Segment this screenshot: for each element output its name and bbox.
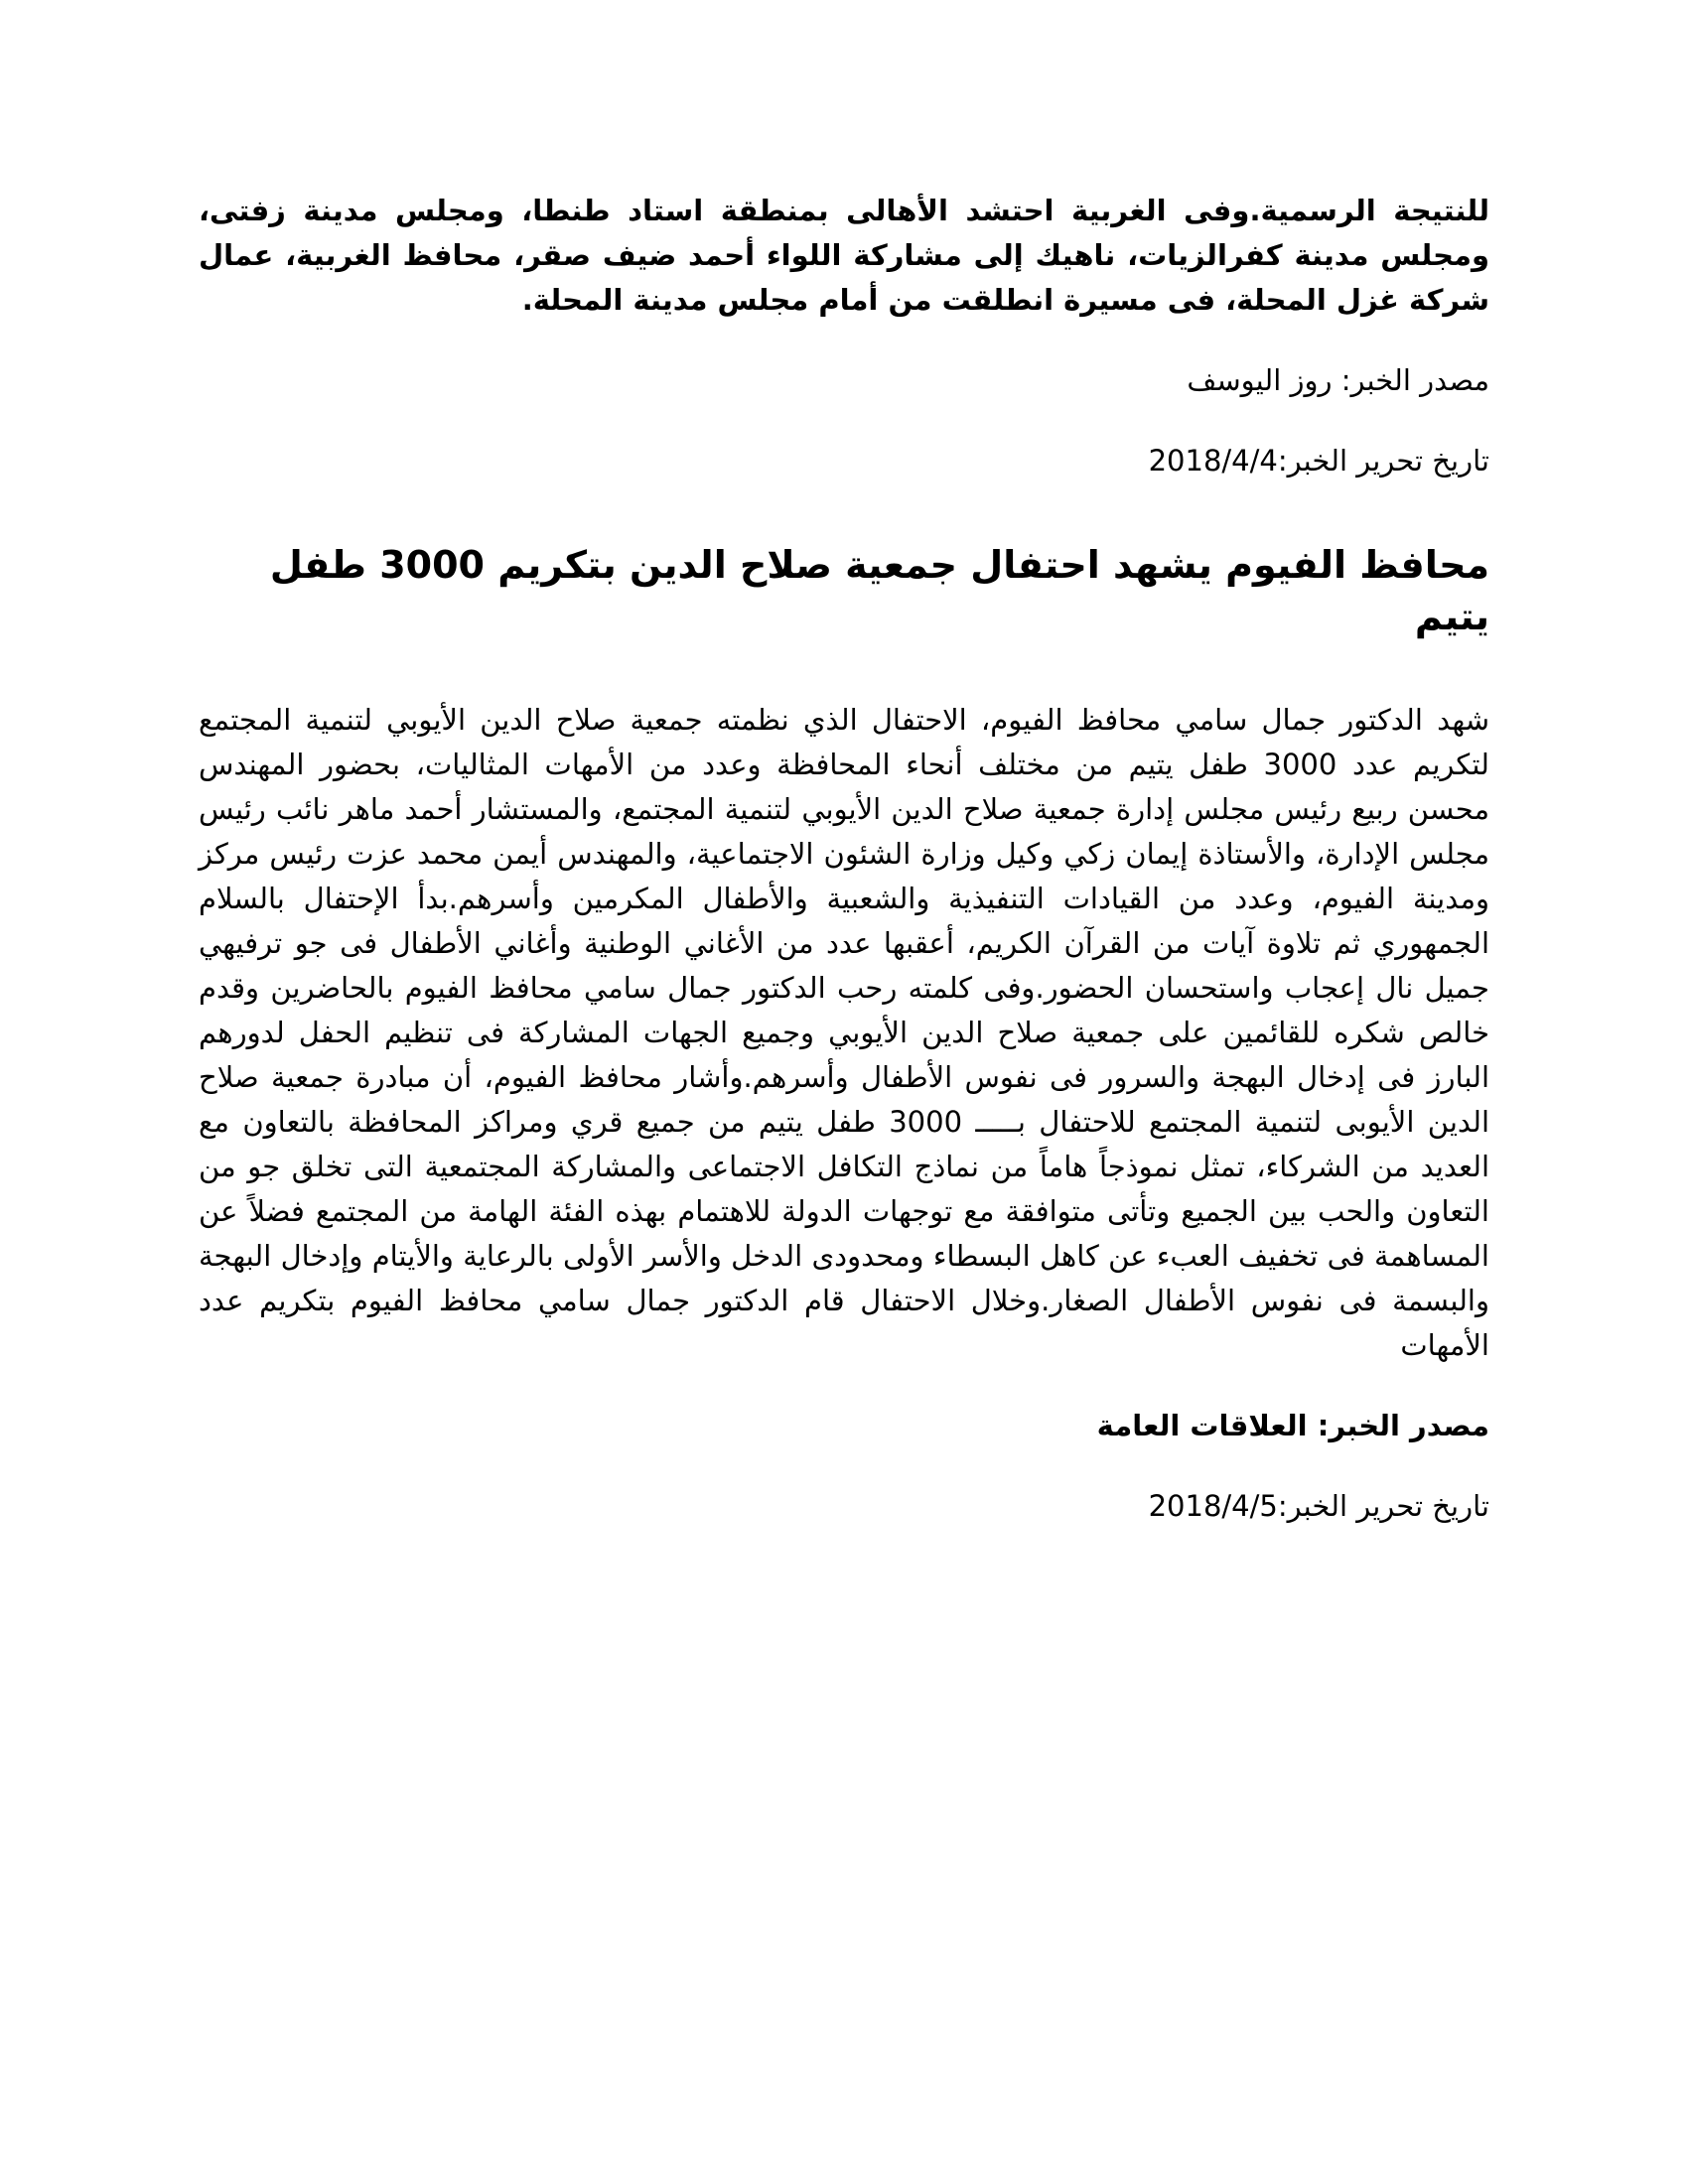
article-2-date-label: تاريخ تحرير الخبر: bbox=[1277, 1489, 1489, 1523]
article-1-source: مصدر الخبر: روز اليوسف bbox=[1187, 363, 1489, 397]
article-2-source: مصدر الخبر: العلاقات العامة bbox=[1096, 1409, 1489, 1442]
article-1-tail-paragraph: للنتيجة الرسمية.وفى الغربية احتشد الأهالى بمنطقة استاد طنطا، ومجلس مدينة زفتى، ومجلس مدينة كفرالزيات، ناهيك إلى مشاركة اللواء أحمد ضيف صقر، محافظ الغربية، عمال شركة غزل المحلة، فى مسيرة انطلقت من أمام مجلس مدينة المحلة. bbox=[199, 194, 1489, 317]
article-2-headline: محافظ الفيوم يشهد احتفال جمعية صلاح الدين بتكريم 3000 طفل يتيم bbox=[269, 543, 1489, 638]
article-1-date-label: تاريخ تحرير الخبر: bbox=[1277, 444, 1489, 478]
document-page bbox=[199, 189, 1489, 1529]
article-2-date-value: 2018/4/5 bbox=[1148, 1489, 1278, 1523]
article-2-body: شهد الدكتور جمال سامي محافظ الفيوم، الاحتفال الذي نظمته جمعية صلاح الدين الأيوبي لتنمية المجتمع لتكريم عدد 3000 طفل يتيم من مختلف أنحاء المحافظة وعدد من الأمهات المثاليات، بحضور المهندس محسن ربيع رئيس مجلس إدارة جمعية صلاح الدين الأيوبي لتنمية المجتمع، والمستشار أحمد ماهر نائب رئيس مجلس الإدارة، والأستاذة إيمان زكي وكيل وزارة الشئون الاجتماعية، والمهندس أيمن محمد عزت رئيس مركز ومدينة الفيوم، وعدد من القيادات التنفيذية والشعبية والأطفال المكرمين وأسرهم.بدأ الإحتفال بالسلام الجمهوري ثم تلاوة آيات من القرآن الكريم، أعقبها عدد من الأغاني الوطنية وأغاني الأطفال فى جو ترفيهي جميل نال إعجاب واستحسان الحضور.وفى كلمته رحب الدكتور جمال سامي محافظ الفيوم بالحاضرين وقدم خالص شكره للقائمين على جمعية صلاح الدين الأيوبي وجميع الجهات المشاركة فى تنظيم الحفل لدورهم البارز فى إدخال البهجة والسرور فى نفوس الأطفال وأسرهم.وأشار محافظ الفيوم، أن مبادرة جمعية صلاح الدين الأيوبى لتنمية المجتمع للاحتفال بـــــ 3000 طفل يتيم من جميع قري ومراكز المحافظة بالتعاون مع العديد من الشركاء، تمثل نموذجاً هاماً من نماذج التكافل الاجتماعى والمشاركة المجتمعية التى تخلق جو من التعاون والحب بين الجميع وتأتى متوافقة مع توجهات الدولة للاهتمام بهذه الفئة الهامة من المجتمع فضلاً عن المساهمة فى تخفيف العبء عن كاهل البسطاء ومحدودى الدخل والأسر الأولى بالرعاية والأيتام وإدخال البهجة والبسمة فى نفوس الأطفال الصغار.وخلال الاحتفال قام الدكتور جمال سامي محافظ الفيوم بتكريم عدد الأمهات bbox=[199, 703, 1489, 1362]
article-1-date-value: 2018/4/4 bbox=[1148, 444, 1278, 478]
article-2-date bbox=[199, 1484, 1489, 1529]
article-1-date bbox=[199, 439, 1489, 483]
